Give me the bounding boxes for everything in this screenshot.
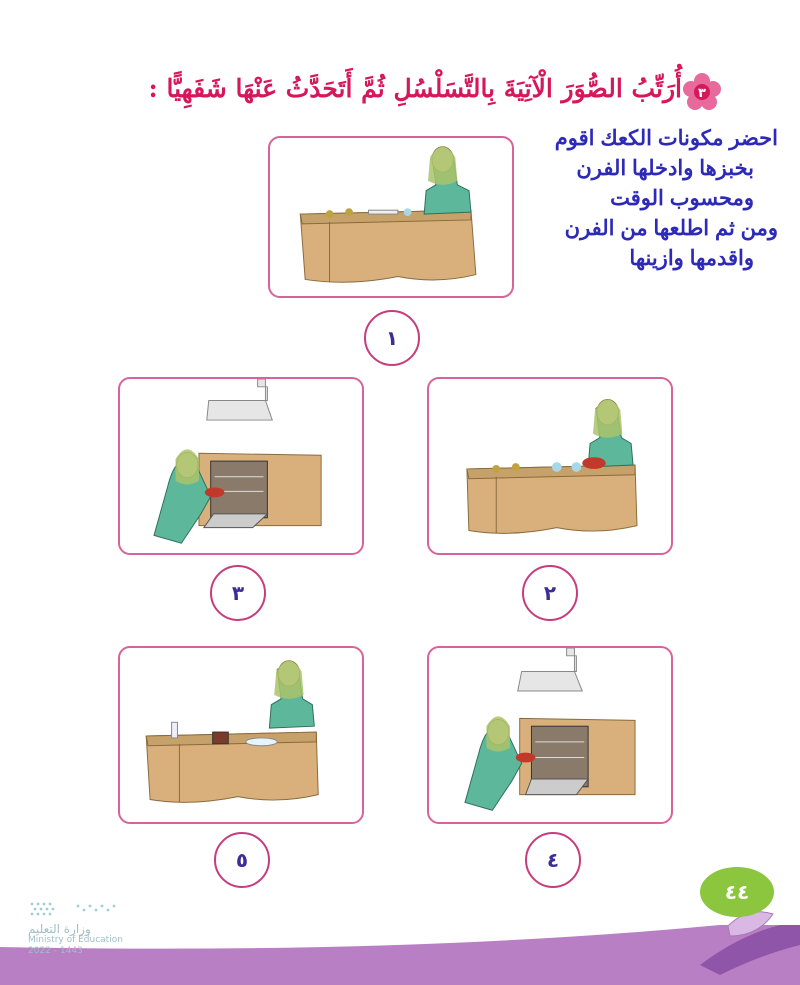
exercise-number: ٣ xyxy=(698,86,706,101)
woman-taking-tray-from-oven-illustration xyxy=(429,648,671,822)
answer-line-4: ومن ثم اطلعها من الفرن xyxy=(564,217,778,240)
ministry-name-ar: وزارة التعليم xyxy=(28,922,91,936)
woman-preparing-dough-illustration xyxy=(270,138,512,296)
answer-line-2: بخبزها وادخلها الفرن xyxy=(576,157,754,180)
picture-1-number: ١ xyxy=(364,310,420,366)
picture-2-frame xyxy=(427,377,673,555)
picture-1-frame xyxy=(268,136,514,298)
picture-3-number: ٣ xyxy=(210,565,266,621)
picture-4-frame xyxy=(427,646,673,824)
exercise-instruction: أُرَتِّبُ الصُّوَرَ الْآتِيَةَ بِالتَّسَلْسُلِ ثُمَّ أَتَحَدَّثُ عَنْهَا شَفَهِيًّا : xyxy=(148,74,682,103)
ministry-year: 2022 - 1443 xyxy=(28,946,83,956)
picture-5-frame xyxy=(118,646,364,824)
picture-3-frame xyxy=(118,377,364,555)
answer-line-3: ومحسوب الوقت xyxy=(610,187,754,210)
woman-mixing-bowl-illustration xyxy=(429,379,671,553)
flower-number-icon xyxy=(682,72,722,112)
picture-2-number: ٢ xyxy=(522,565,578,621)
picture-4-number: ٤ xyxy=(525,832,581,888)
ministry-logo xyxy=(28,900,128,957)
ministry-name-en: Ministry of Education xyxy=(28,935,123,945)
woman-putting-tray-in-oven-illustration xyxy=(120,379,362,553)
student-answer xyxy=(478,124,778,274)
ministry-dots-logo-icon xyxy=(28,900,122,920)
page-number-badge: ٤٤ xyxy=(700,867,774,917)
answer-line-1: احضر مكونات الكعك اقوم xyxy=(554,127,778,150)
woman-serving-cakes-illustration xyxy=(120,648,362,822)
answer-line-5: واقدمها وازينها xyxy=(629,247,754,270)
picture-5-number: ٥ xyxy=(214,832,270,888)
